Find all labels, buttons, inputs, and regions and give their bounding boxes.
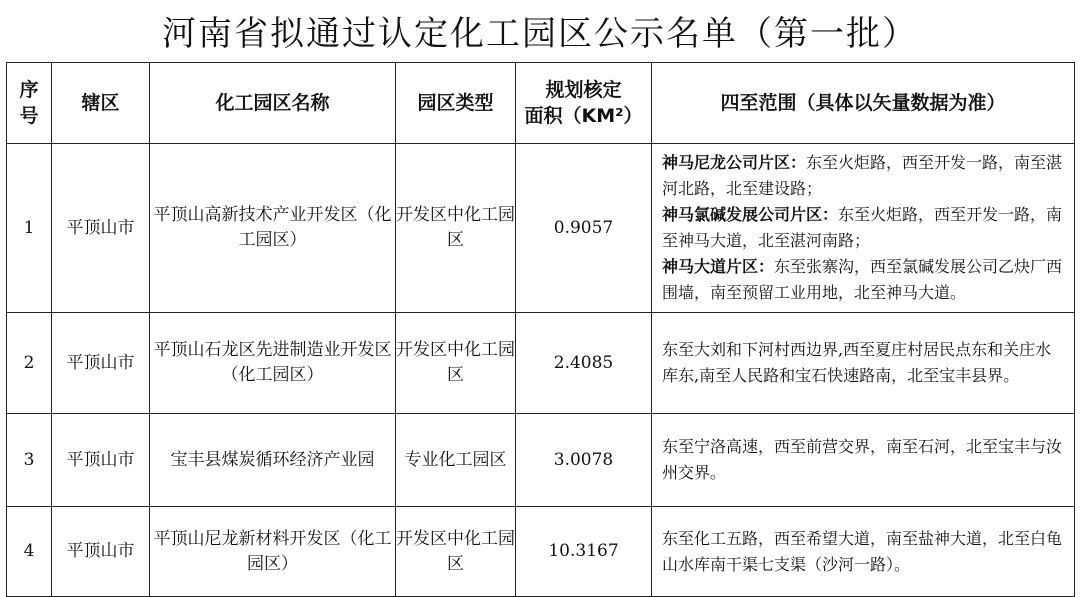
- row-park-type: 开发区中化工园区: [396, 507, 516, 597]
- header-area-line1: 规划核定: [545, 79, 622, 101]
- page-title: 河南省拟通过认定化工园区公示名单（第一批）: [162, 14, 918, 54]
- row-park-type: 开发区中化工园区: [396, 313, 516, 414]
- row-boundary: 东至大刘和下河村西边界,西至夏庄村居民点东和关庄水库东,南至人民路和宝石快速路南，北至宝丰县界。: [652, 313, 1075, 414]
- section-label: 神马氯碱发展公司片区：: [662, 205, 839, 224]
- row-area: 2.4085: [516, 313, 652, 414]
- row-area: 10.3167: [516, 507, 652, 597]
- table-row: [7, 313, 1075, 414]
- row-park-name: 平顶山高新技术产业开发区（化工园区）: [150, 144, 396, 313]
- header-area-line2: 面积（KM²）: [524, 105, 643, 127]
- row-seq: 2: [7, 313, 52, 414]
- header-seq-line1: 序: [19, 79, 39, 101]
- row-area: 3.0078: [516, 414, 652, 507]
- section-label: 神马尼龙公司片区：: [662, 153, 807, 172]
- row-boundary: 东至化工五路，西至希望大道，南至盐神大道，北至白龟山水库南干渠七支渠（沙河一路）。: [652, 507, 1075, 597]
- table-row: [7, 414, 1075, 507]
- header-district: 辖区: [52, 63, 150, 144]
- section-label: 神马大道片区：: [662, 257, 775, 276]
- section-text: 东至火炬路，西至开发一路，南至湛河北路，北至建设路；: [662, 153, 1063, 198]
- row-park-name: 平顶山石龙区先进制造业开发区（化工园区）: [150, 313, 396, 414]
- table-row: [7, 507, 1075, 597]
- row-park-name: 宝丰县煤炭循环经济产业园: [150, 414, 396, 507]
- header-park-type: 园区类型: [396, 63, 516, 144]
- row-district: 平顶山市: [52, 144, 150, 313]
- row-district: 平顶山市: [52, 414, 150, 507]
- row-district: 平顶山市: [52, 313, 150, 414]
- row-park-type: 专业化工园区: [396, 414, 516, 507]
- row-seq: 3: [7, 414, 52, 507]
- row-seq: 1: [7, 144, 52, 313]
- row-seq: 4: [7, 507, 52, 597]
- table-row: [7, 144, 1075, 313]
- header-seq-line2: 号: [19, 105, 39, 127]
- row-boundary: 东至宁洛高速，西至前营交界，南至石河，北至宝丰与汝州交界。: [652, 414, 1075, 507]
- header-park-name: 化工园区名称: [150, 63, 396, 144]
- row-park-name: 平顶山尼龙新材料开发区（化工园区）: [150, 507, 396, 597]
- header-seq: [7, 63, 52, 144]
- row-area: 0.9057: [516, 144, 652, 313]
- boundary-section: [662, 150, 1066, 202]
- row-park-type: 开发区中化工园区: [396, 144, 516, 313]
- section-text: 东至张寨沟，西至氯碱发展公司乙炔厂西围墙，南至预留工业用地，北至神马大道。: [662, 257, 1063, 302]
- boundary-section: [662, 254, 1066, 306]
- header-boundary: 四至范围（具体以矢量数据为准）: [652, 63, 1075, 144]
- header-area: [516, 63, 652, 144]
- boundary-section: [662, 202, 1066, 254]
- row-district: 平顶山市: [52, 507, 150, 597]
- row-boundary: [652, 144, 1075, 313]
- chemical-park-table: [6, 62, 1075, 597]
- section-text: 东至火炬路，西至开发一路，南至神马大道，北至湛河南路；: [662, 205, 1063, 250]
- header-row: [7, 63, 1075, 144]
